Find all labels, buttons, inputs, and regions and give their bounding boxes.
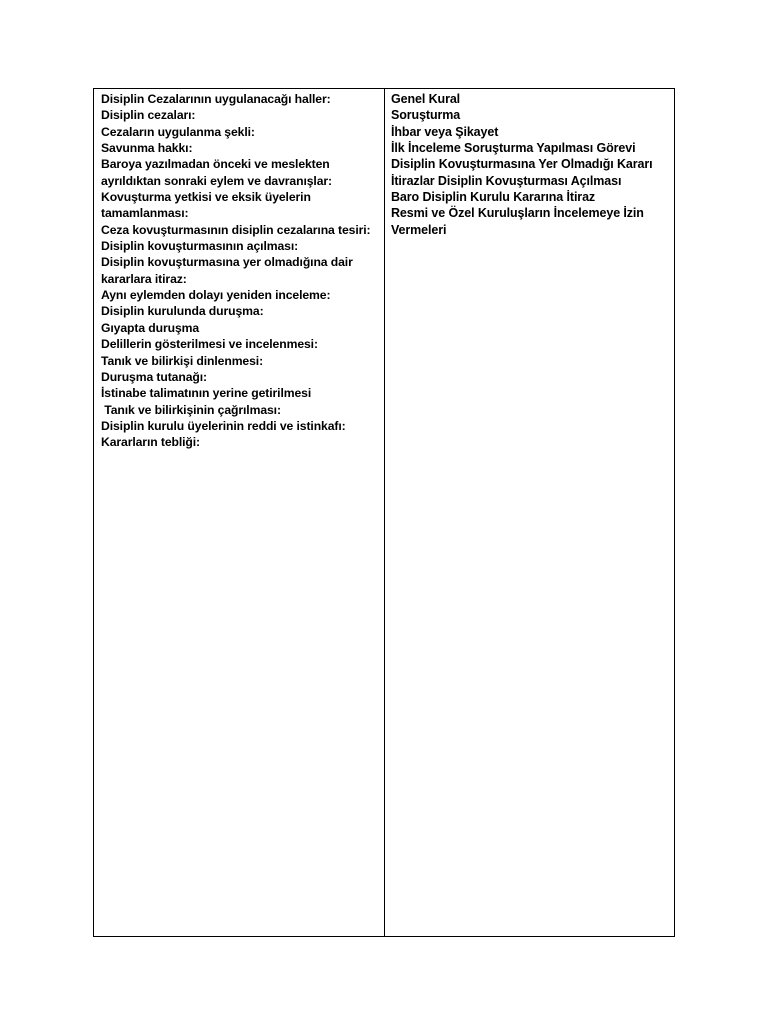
left-line: Savunma hakkı: [101, 141, 193, 156]
right-line: İtirazlar Disiplin Kovuşturması Açılması [391, 173, 622, 188]
left-line: Disiplin kovuşturmasının açılması: [101, 239, 299, 254]
right-line: Disiplin Kovuşturmasına Yer Olmadığı Kararı [391, 157, 653, 172]
left-line: kararlara itiraz: [101, 271, 187, 286]
left-line: Baroya yazılmadan önceki ve meslekten [101, 157, 330, 172]
left-line: tamamlanması: [101, 206, 189, 221]
left-line: Disiplin kovuşturmasına yer olmadığına dair [101, 255, 353, 270]
right-line: Soruşturma [391, 108, 461, 123]
right-line: Resmi ve Özel Kuruluşların İncelemeye İzin [391, 206, 644, 221]
two-column-table [93, 88, 675, 937]
left-line: Gıyapta duruşma [101, 320, 200, 335]
right-line: İlk İnceleme Soruşturma Yapılması Görevi [391, 141, 636, 156]
left-line: Kovuşturma yetkisi ve eksik üyelerin [101, 190, 311, 205]
right-column [385, 89, 674, 936]
left-line: Kararların tebliği: [101, 435, 201, 450]
left-line: Disiplin Cezalarının uygulanacağı haller: [101, 92, 331, 106]
left-line: Delillerin gösterilmesi ve incelenmesi: [101, 337, 318, 352]
left-line: Tanık ve bilirkişinin çağrılması: [101, 402, 281, 417]
right-line: İhbar veya Şikayet [391, 124, 499, 139]
left-column [94, 89, 385, 936]
left-line: Aynı eylemden dolayı yeniden inceleme: [101, 288, 331, 303]
left-line: Cezaların uygulanma şekli: [101, 124, 255, 139]
left-line: Disiplin kurulu üyelerinin reddi ve istinkafı: [101, 418, 346, 433]
right-line: Genel Kural [391, 92, 461, 106]
right-line: Vermeleri [391, 222, 447, 237]
right-line: Baro Disiplin Kurulu Kararına İtiraz [391, 190, 596, 205]
left-line: Tanık ve bilirkişi dinlenmesi: [101, 353, 264, 368]
left-line: Disiplin cezaları: [101, 108, 196, 123]
left-line: Ceza kovuşturmasının disiplin cezalarına tesiri: [101, 222, 371, 237]
left-line: İstinabe talimatının yerine getirilmesi [101, 386, 312, 401]
left-line: Duruşma tutanağı: [101, 369, 207, 384]
left-line: Disiplin kurulunda duruşma: [101, 304, 264, 319]
left-line: ayrıldıktan sonraki eylem ve davranışlar: [101, 173, 332, 188]
